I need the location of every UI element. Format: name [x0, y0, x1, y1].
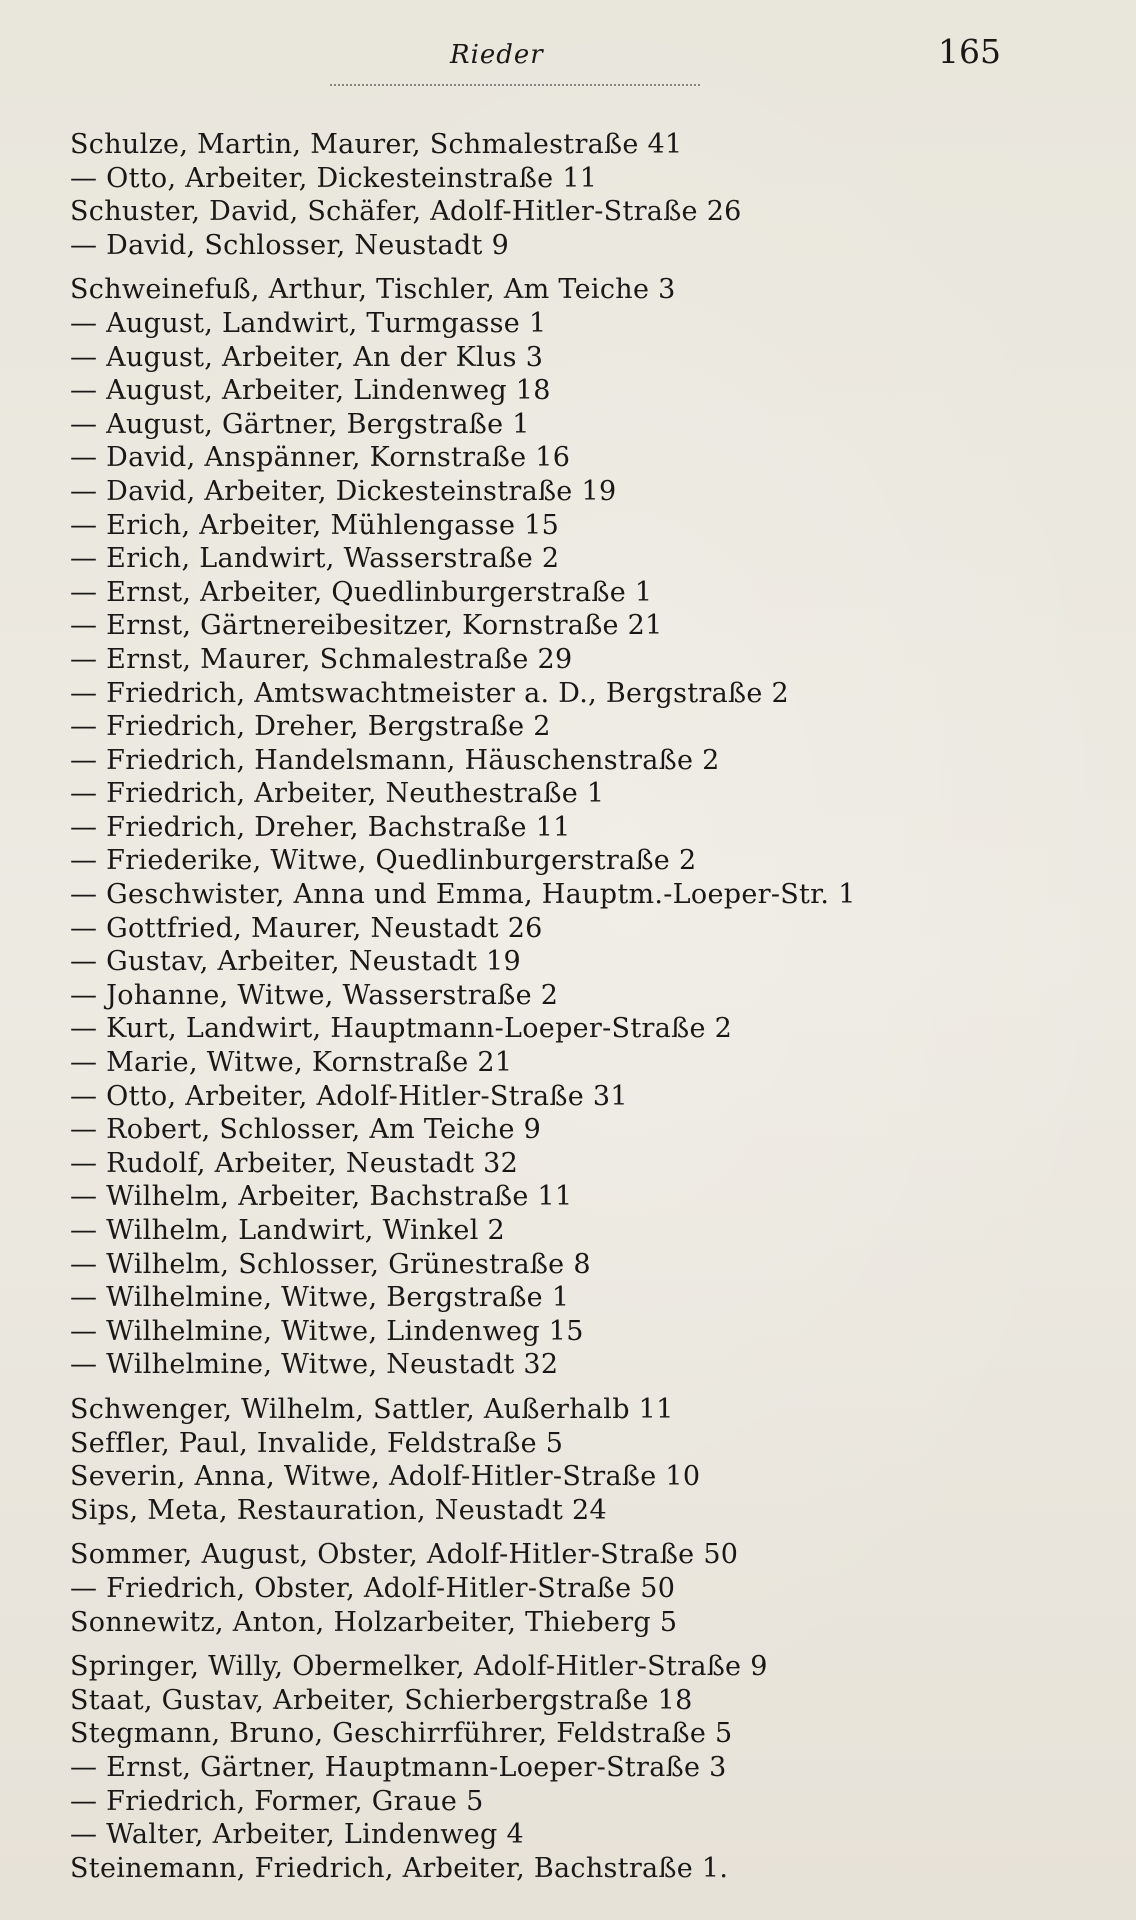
- directory-entry: — Wilhelm, Schlosser, Grünestraße 8: [70, 1248, 591, 1280]
- directory-entry: Seffler, Paul, Invalide, Feldstraße 5: [70, 1427, 564, 1459]
- directory-entry: — Friedrich, Handelsmann, Häuschenstraße 2: [70, 744, 720, 776]
- directory-entry: — Friedrich, Dreher, Bergstraße 2: [70, 711, 551, 743]
- directory-entry: — Otto, Arbeiter, Dickesteinstraße 11: [70, 162, 598, 194]
- directory-entry: — Friedrich, Former, Graue 5: [70, 1785, 484, 1817]
- directory-entry: — Wilhelm, Arbeiter, Bachstraße 11: [70, 1181, 573, 1213]
- directory-entry: Staat, Gustav, Arbeiter, Schierbergstraße 18: [70, 1684, 693, 1716]
- directory-entry: Stegmann, Bruno, Geschirrführer, Feldstraße 5: [70, 1718, 733, 1750]
- directory-entry: Schuster, David, Schäfer, Adolf-Hitler-Straße 26: [70, 196, 742, 228]
- directory-entry: — Ernst, Gärtner, Hauptmann-Loeper-Straße 3: [70, 1751, 727, 1783]
- directory-entry: Schulze, Martin, Maurer, Schmalestraße 41: [70, 129, 683, 160]
- directory-entry: — Marie, Witwe, Kornstraße 21: [70, 1047, 513, 1079]
- directory-entry: — David, Arbeiter, Dickesteinstraße 19: [70, 475, 617, 507]
- directory-entry: — Kurt, Landwirt, Hauptmann-Loeper-Straße 2: [70, 1013, 733, 1045]
- directory-entry: — Rudolf, Arbeiter, Neustadt 32: [70, 1147, 519, 1179]
- directory-entry: Schwenger, Wilhelm, Sattler, Außerhalb 11: [70, 1393, 674, 1425]
- running-head: Rieder: [450, 40, 544, 70]
- directory-entry: — Friedrich, Amtswachtmeister a. D., Bergstraße 2: [70, 677, 789, 709]
- directory-entry: Steinemann, Friedrich, Arbeiter, Bachstraße 1.: [70, 1852, 729, 1884]
- directory-entry: — Friedrich, Arbeiter, Neuthestraße 1: [70, 778, 605, 810]
- directory-entry: Springer, Willy, Obermelker, Adolf-Hitler-Straße 9: [70, 1651, 768, 1683]
- directory-entry: — Erich, Landwirt, Wasserstraße 2: [70, 543, 560, 575]
- directory-entry: — Robert, Schlosser, Am Teiche 9: [70, 1114, 542, 1146]
- directory-entry: Sips, Meta, Restauration, Neustadt 24: [70, 1494, 607, 1526]
- directory-entry: Severin, Anna, Witwe, Adolf-Hitler-Straße 10: [70, 1461, 701, 1493]
- directory-entry: — Gottfried, Maurer, Neustadt 26: [70, 912, 543, 944]
- directory-entry: — August, Arbeiter, Lindenweg 18: [70, 375, 551, 407]
- header-rule: [330, 84, 700, 86]
- directory-entry: Schweinefuß, Arthur, Tischler, Am Teiche 3: [70, 274, 676, 306]
- directory-entry: — August, Landwirt, Turmgasse 1: [70, 307, 547, 339]
- directory-entry: — Johanne, Witwe, Wasserstraße 2: [70, 979, 559, 1011]
- directory-entry: — Wilhelmine, Witwe, Neustadt 32: [70, 1349, 559, 1381]
- directory-entry: — Ernst, Gärtnereibesitzer, Kornstraße 21: [70, 610, 663, 642]
- directory-entry: — August, Arbeiter, An der Klus 3: [70, 341, 544, 373]
- directory-entry: — Friedrich, Obster, Adolf-Hitler-Straße 50: [70, 1572, 676, 1604]
- directory-entry: — Gustav, Arbeiter, Neustadt 19: [70, 946, 521, 978]
- directory-entry: — Walter, Arbeiter, Lindenweg 4: [70, 1819, 524, 1851]
- directory-entry: — Ernst, Arbeiter, Quedlinburgerstraße 1: [70, 576, 653, 608]
- directory-entry: — Friedrich, Dreher, Bachstraße 11: [70, 811, 571, 843]
- directory-entry: — David, Anspänner, Kornstraße 16: [70, 442, 571, 474]
- directory-entry: — Ernst, Maurer, Schmalestraße 29: [70, 643, 573, 675]
- directory-entry: — Wilhelm, Landwirt, Winkel 2: [70, 1215, 506, 1246]
- directory-entry: — Otto, Arbeiter, Adolf-Hitler-Straße 31: [70, 1080, 628, 1112]
- directory-entry: Sommer, August, Obster, Adolf-Hitler-Straße 50: [70, 1539, 739, 1571]
- directory-entry: — August, Gärtner, Bergstraße 1: [70, 408, 530, 440]
- directory-entry: — Wilhelmine, Witwe, Bergstraße 1: [70, 1282, 570, 1314]
- directory-entry: — David, Schlosser, Neustadt 9: [70, 229, 510, 261]
- directory-entry: — Geschwister, Anna und Emma, Hauptm.-Loeper-Str. 1: [70, 879, 856, 911]
- directory-entry: — Wilhelmine, Witwe, Lindenweg 15: [70, 1315, 584, 1347]
- page-header: [0, 30, 1136, 70]
- directory-entry: — Friederike, Witwe, Quedlinburgerstraße 2: [70, 845, 697, 877]
- directory-entry: Sonnewitz, Anton, Holzarbeiter, Thieberg 5: [70, 1606, 678, 1638]
- address-list: [70, 128, 1110, 1885]
- directory-entry: — Erich, Arbeiter, Mühlengasse 15: [70, 509, 560, 541]
- page-number: 165: [938, 32, 1001, 71]
